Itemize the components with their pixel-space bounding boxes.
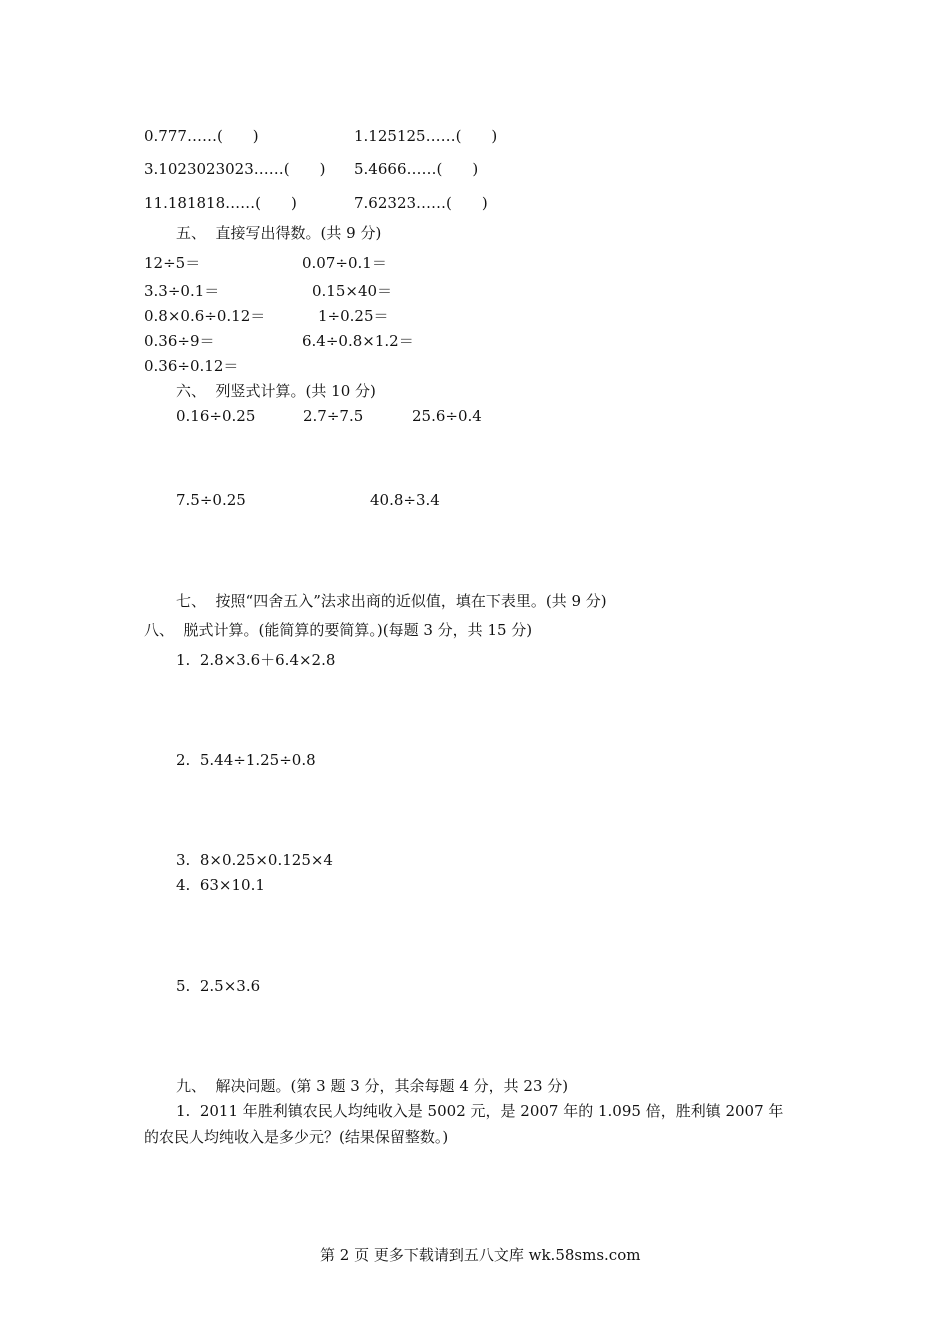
step-calc-3: 3. 8×0.25×0.125×4 [176,851,333,869]
quick-calc-9: 0.36÷0.12＝ [144,357,239,375]
repeating-decimal-1: 0.777……( ) [144,127,259,145]
section-6-title: 六、 列竖式计算。(共 10 分) [176,382,376,400]
quick-calc-8: 6.4÷0.8×1.2＝ [302,332,414,350]
quick-calc-2: 0.07÷0.1＝ [302,254,387,272]
page-footer: 第 2 页 更多下载请到五八文库 wk.58sms.com [320,1246,641,1264]
quick-calc-4: 0.15×40＝ [312,282,393,300]
step-calc-2: 2. 5.44÷1.25÷0.8 [176,751,316,769]
vertical-calc-5: 40.8÷3.4 [370,491,440,509]
quick-calc-7: 0.36÷9＝ [144,332,215,350]
step-calc-4: 4. 63×10.1 [176,876,265,894]
section-5-title: 五、 直接写出得数。(共 9 分) [176,224,382,242]
quick-calc-3: 3.3÷0.1＝ [144,282,220,300]
vertical-calc-1: 0.16÷0.25 [176,407,256,425]
quick-calc-1: 12÷5＝ [144,254,201,272]
quick-calc-5: 0.8×0.6÷0.12＝ [144,307,266,325]
repeating-decimal-3: 3.1023023023……( ) [144,160,326,178]
word-problem-1-line-2: 的农民人均纯收入是多少元？(结果保留整数。) [144,1128,449,1146]
repeating-decimal-4: 5.4666……( ) [354,160,479,178]
step-calc-1: 1. 2.8×3.6＋6.4×2.8 [176,651,336,669]
repeating-decimal-5: 11.181818……( ) [144,194,297,212]
section-8-title: 八、 脱式计算。(能简算的要简算。)(每题 3 分，共 15 分) [144,621,533,639]
repeating-decimal-6: 7.62323……( ) [354,194,488,212]
vertical-calc-2: 2.7÷7.5 [303,407,364,425]
vertical-calc-4: 7.5÷0.25 [176,491,246,509]
section-9-title: 九、 解决问题。(第 3 题 3 分，其余每题 4 分，共 23 分) [176,1077,569,1095]
section-7-title: 七、 按照“四舍五入”法求出商的近似值，填在下表里。(共 9 分) [176,592,607,610]
step-calc-5: 5. 2.5×3.6 [176,977,261,995]
repeating-decimal-2: 1.125125……( ) [354,127,498,145]
quick-calc-6: 1÷0.25＝ [318,307,389,325]
vertical-calc-3: 25.6÷0.4 [412,407,482,425]
word-problem-1-line-1: 1. 2011 年胜利镇农民人均纯收入是 5002 元，是 2007 年的 1.095 倍，胜利镇 2007 年 [176,1102,784,1120]
